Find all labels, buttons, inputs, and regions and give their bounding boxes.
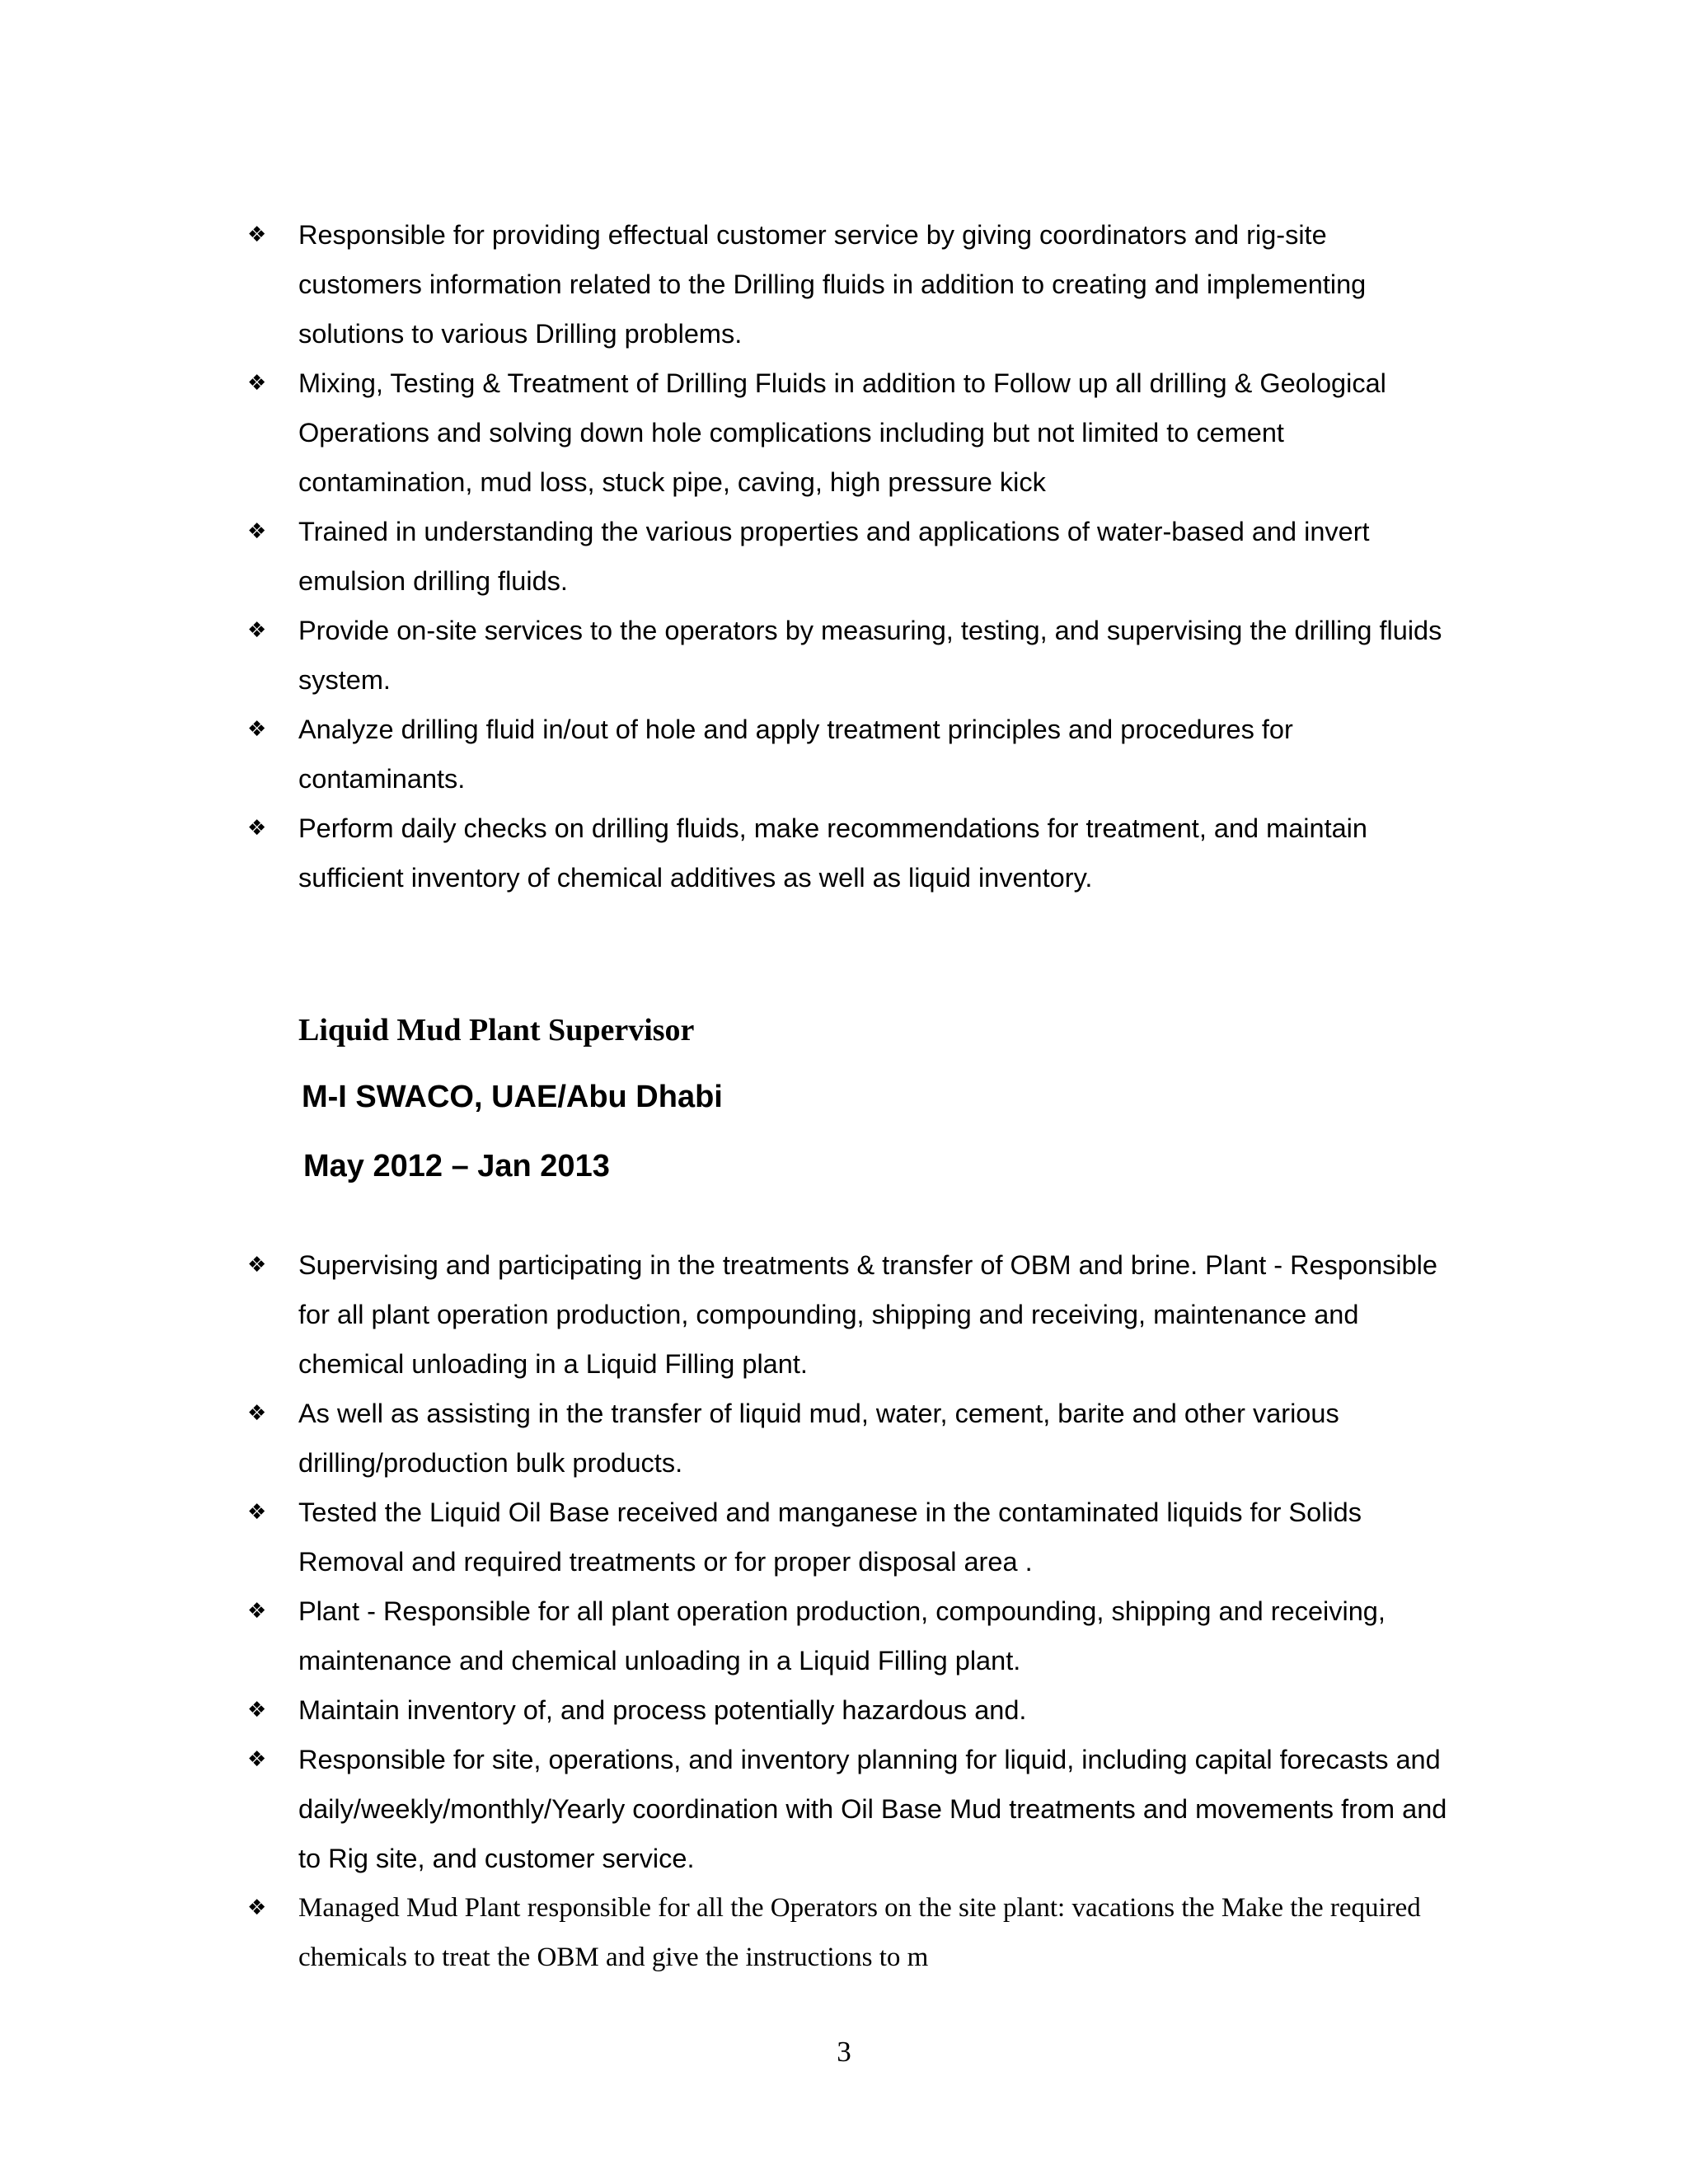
- job-title: Liquid Mud Plant Supervisor: [298, 1013, 695, 1047]
- diamond-bullet-icon: ❖: [247, 1500, 267, 1525]
- diamond-bullet-icon: ❖: [247, 1253, 267, 1277]
- list-item-text: Tested the Liquid Oil Base received and manganese in the contaminated liquids for Solids Removal and required treatments or for proper disposal area .: [298, 1497, 1362, 1577]
- employment-dates: May 2012 – Jan 2013: [303, 1149, 610, 1183]
- list-item-text: Analyze drilling fluid in/out of hole and apply treatment principles and procedures for contaminants.: [298, 715, 1293, 794]
- diamond-bullet-icon: ❖: [247, 1896, 267, 1920]
- list-item: [247, 1685, 1451, 1735]
- list-item: [247, 1735, 1451, 1883]
- list-item: [247, 1883, 1451, 1982]
- list-item-text: As well as assisting in the transfer of liquid mud, water, cement, barite and other various drilling/production bulk products.: [298, 1399, 1339, 1478]
- list-item: [247, 1488, 1451, 1586]
- diamond-bullet-icon: ❖: [247, 519, 267, 544]
- list-item: [247, 507, 1451, 606]
- list-item-text: Maintain inventory of, and process potentially hazardous and.: [298, 1695, 1027, 1725]
- responsibilities-list-2: [247, 1240, 1451, 1982]
- list-item-text: Mixing, Testing & Treatment of Drilling Fluids in addition to Follow up all drilling & Geological Operations and solving down hole complications including but not limited to cement contamination, mud loss, stuck pipe, caving, high pressure kick: [298, 368, 1386, 497]
- diamond-bullet-icon: ❖: [247, 717, 267, 742]
- list-item-text: Provide on-site services to the operators by measuring, testing, and supervising the drilling fluids system.: [298, 616, 1442, 695]
- list-item: [247, 359, 1451, 507]
- list-item: [247, 804, 1451, 902]
- company-name: M-I SWACO, UAE/Abu Dhabi: [302, 1080, 723, 1114]
- diamond-bullet-icon: ❖: [247, 816, 267, 841]
- list-item-text: Responsible for site, operations, and inventory planning for liquid, including capital forecasts and daily/weekly/monthly/Yearly coordination with Oil Base Mud treatments and movements from and to Rig site, and customer service.: [298, 1745, 1447, 1873]
- list-item: [247, 705, 1451, 804]
- responsibilities-list-1: [247, 210, 1451, 902]
- list-item: [247, 1240, 1451, 1389]
- list-item: [247, 210, 1451, 359]
- diamond-bullet-icon: ❖: [247, 1698, 267, 1722]
- list-item: [247, 1389, 1451, 1488]
- diamond-bullet-icon: ❖: [247, 371, 267, 396]
- diamond-bullet-icon: ❖: [247, 223, 267, 247]
- list-item-text: Trained in understanding the various properties and applications of water-based and invert emulsion drilling fluids.: [298, 517, 1370, 596]
- list-item-text: Managed Mud Plant responsible for all the Operators on the site plant: vacations the Make the required chemicals to treat the OBM and give the instructions to m: [298, 1893, 1421, 1972]
- page-number: 3: [837, 2036, 851, 2068]
- diamond-bullet-icon: ❖: [247, 618, 267, 643]
- list-item-text: Plant - Responsible for all plant operation production, compounding, shipping and receiving, maintenance and chemical unloading in a Liquid Filling plant.: [298, 1596, 1386, 1675]
- diamond-bullet-icon: ❖: [247, 1599, 267, 1624]
- list-item: [247, 1586, 1451, 1685]
- diamond-bullet-icon: ❖: [247, 1401, 267, 1426]
- list-item-text: Responsible for providing effectual customer service by giving coordinators and rig-site customers information related to the Drilling fluids in addition to creating and implementing solutions to various Drilling problems.: [298, 220, 1367, 349]
- list-item-text: Supervising and participating in the treatments & transfer of OBM and brine. Plant - Responsible for all plant operation production, compounding, shipping and receiving, maintenance and chemical unloading in a Liquid Filling plant.: [298, 1250, 1437, 1379]
- diamond-bullet-icon: ❖: [247, 1747, 267, 1772]
- list-item: [247, 606, 1451, 705]
- list-item-text: Perform daily checks on drilling fluids, make recommendations for treatment, and maintain sufficient inventory of chemical additives as well as liquid inventory.: [298, 813, 1367, 893]
